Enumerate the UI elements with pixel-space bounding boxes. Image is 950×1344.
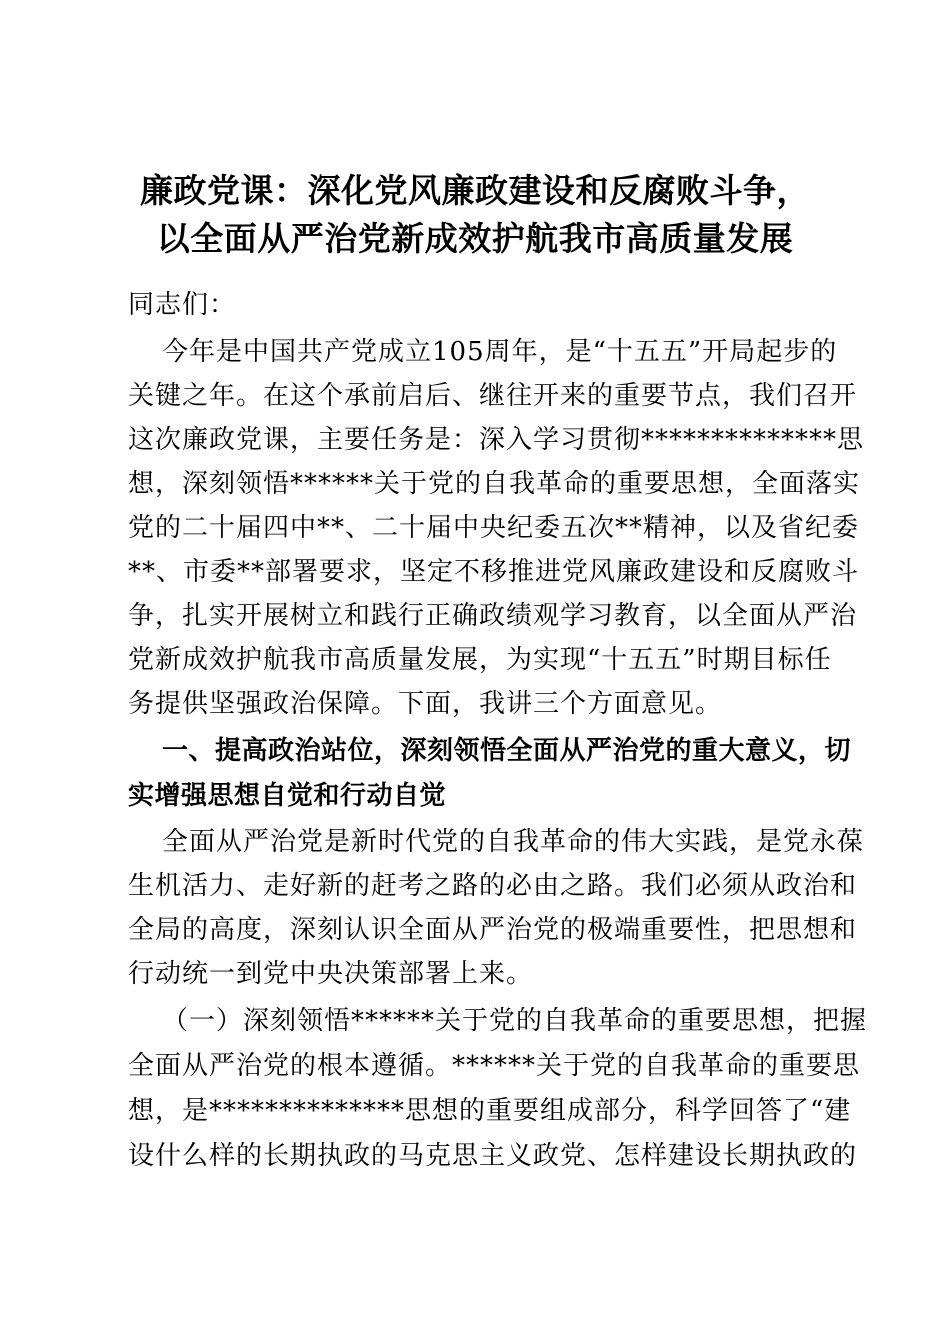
subsection-1-line-3: 想，是**************思想的重要组成部分，科学回答了“建 bbox=[128, 1096, 852, 1126]
section-1-paragraph-line-2: 生机活力、走好新的赶考之路的必由之路。我们必须从政治和 bbox=[128, 871, 858, 901]
intro-line-7: 争，扎实开展树立和践行正确政绩观学习教育，以全面从严治 bbox=[128, 601, 858, 631]
intro-line-1: 今年是中国共产党成立105周年，是“十五五”开局起步的 bbox=[162, 337, 838, 367]
intro-line-4: 想，深刻领悟******关于党的自我革命的重要思想，全面落实 bbox=[128, 469, 861, 499]
intro-line-2: 关键之年。在这个承前启后、继往开来的重要节点，我们召开 bbox=[128, 381, 858, 411]
subsection-1-line-1: （一）深刻领悟******关于党的自我革命的重要思想，把握 bbox=[162, 1006, 868, 1036]
section-1-heading-line-1: 一、提高政治站位，深刻领悟全面从严治党的重大意义，切 bbox=[162, 736, 852, 766]
subsection-1-line-2: 全面从严治党的根本遵循。******关于党的自我革命的重要思 bbox=[128, 1051, 861, 1081]
intro-line-8: 党新成效护航我市高质量发展，为实现“十五五”时期目标任 bbox=[128, 645, 832, 675]
title-line-2: 以全面从严治党新成效护航我市高质量发展 bbox=[156, 219, 794, 258]
section-1-heading-line-2: 实增强思想自觉和行动自觉 bbox=[128, 781, 447, 811]
salutation: 同志们： bbox=[128, 290, 237, 320]
intro-line-9: 务提供坚强政治保障。下面，我讲三个方面意见。 bbox=[128, 689, 723, 719]
intro-line-5: 党的二十届四中**、二十届中央纪委五次**精神，以及省纪委 bbox=[128, 513, 860, 543]
subsection-1-line-4: 设什么样的长期执政的马克思主义政党、怎样建设长期执政的 bbox=[128, 1141, 858, 1171]
intro-line-6: **、市委**部署要求，坚定不移推进党风廉政建设和反腐败斗 bbox=[128, 557, 860, 587]
title-line-1: 廉政党课：深化党风廉政建设和反腐败斗争， bbox=[140, 171, 810, 210]
section-1-paragraph-line-4: 行动统一到党中央决策部署上来。 bbox=[128, 959, 534, 989]
section-1-paragraph-line-1: 全面从严治党是新时代党的自我革命的伟大实践，是党永葆 bbox=[162, 827, 865, 857]
intro-line-3: 这次廉政党课，主要任务是：深入学习贯彻**************思 bbox=[128, 425, 865, 455]
section-1-paragraph-line-3: 全局的高度，深刻认识全面从严治党的极端重要性，把思想和 bbox=[128, 915, 858, 945]
